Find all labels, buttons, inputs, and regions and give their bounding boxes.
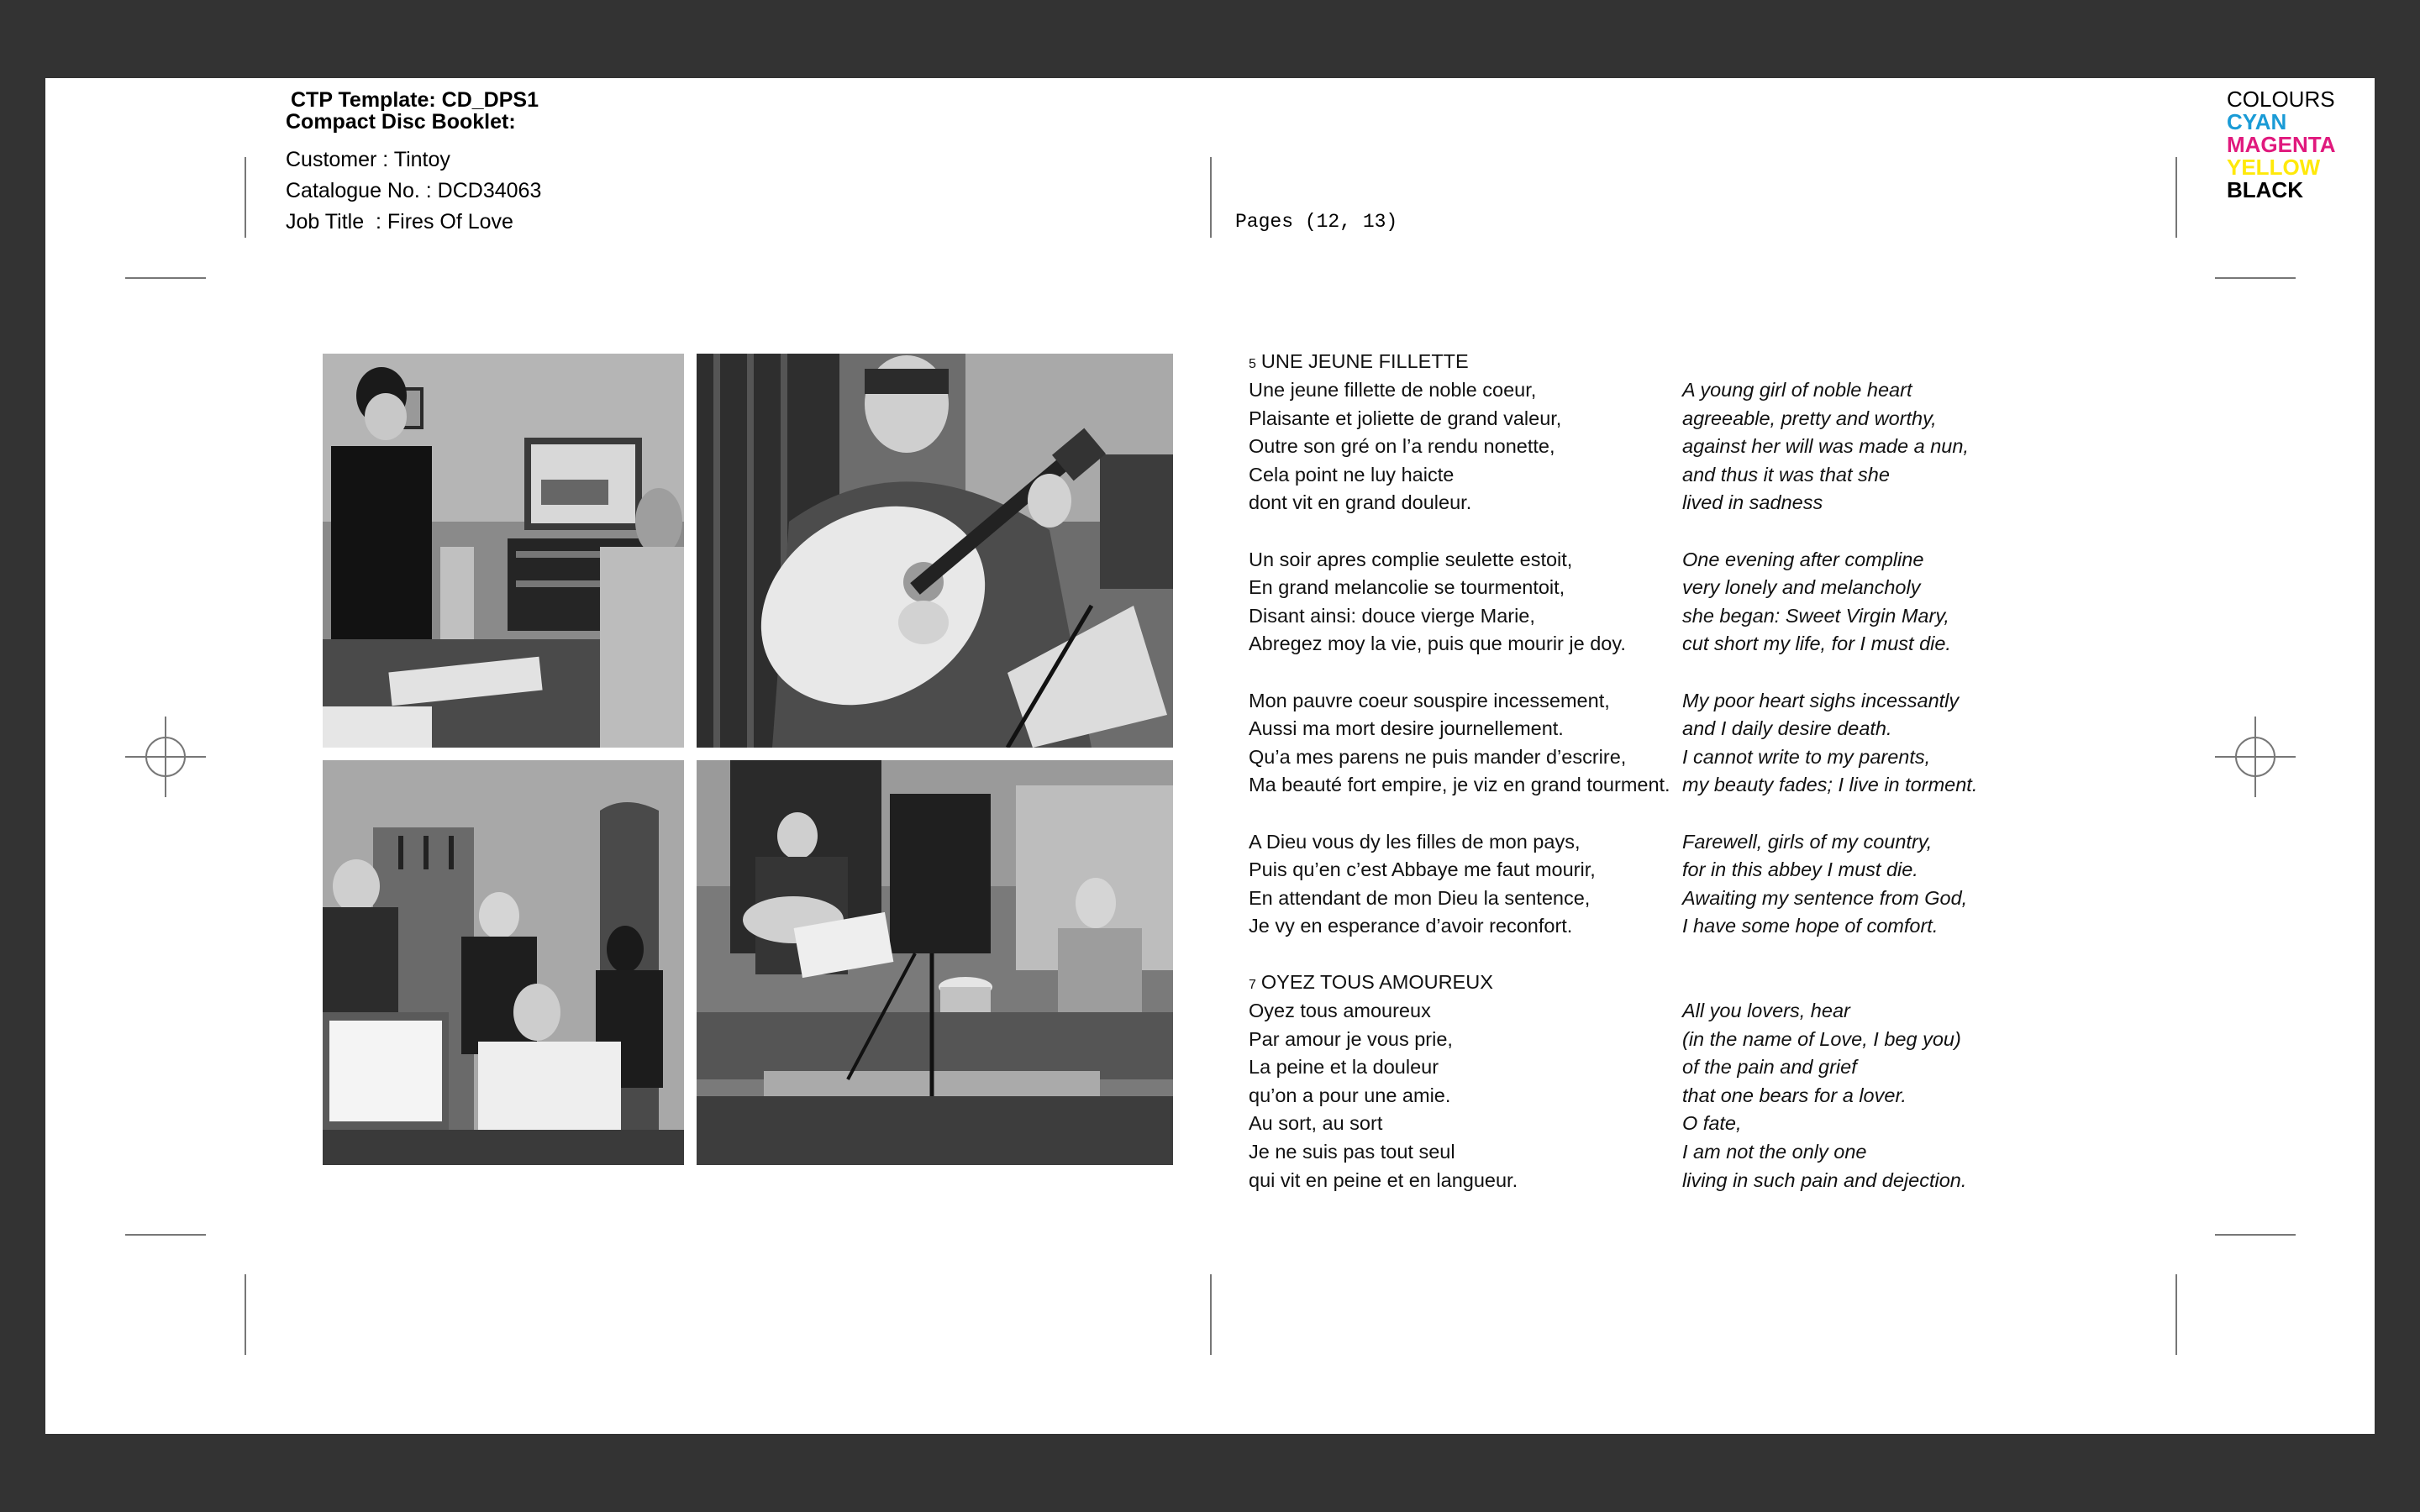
lyric-line: Plaisante et joliette de grand valeur,: [1249, 407, 1562, 429]
translation-line: I have some hope of comfort.: [1682, 915, 1939, 937]
translation-line: for in this abbey I must die.: [1682, 858, 1918, 881]
translation-line: living in such pain and dejection.: [1682, 1168, 1967, 1191]
translation-line: I am not the only one: [1682, 1140, 1867, 1163]
lyric-line: Ma beauté fort empire, je viz en grand tourment.: [1249, 774, 1670, 796]
template-title: CTP Template: CD_DPS1: [291, 88, 539, 112]
lyric-line: Mon pauvre coeur souspire incessement,: [1249, 689, 1610, 711]
trim-mark-right-lower: [2215, 1234, 2296, 1236]
trim-mark-top-right: [2175, 157, 2177, 238]
english-translation-song-5: [1682, 376, 1977, 941]
lyric-line: Par amour je vous prie,: [1249, 1027, 1453, 1050]
translation-line: she began: Sweet Virgin Mary,: [1682, 604, 1949, 627]
photo-ensemble-rehearsal: [697, 760, 1173, 1165]
colour-yellow: YELLOW: [2227, 155, 2321, 180]
lyric-line: Je ne suis pas tout seul: [1249, 1140, 1455, 1163]
fold-mark-top: [1210, 157, 1212, 238]
pages-label: Pages (12, 13): [1235, 211, 1398, 233]
customer-line: Customer : Tintoy: [286, 148, 450, 171]
translation-line: and thus it was that she: [1682, 463, 1890, 486]
song-title: OYEZ TOUS AMOUREUX: [1260, 971, 1493, 993]
french-lyrics-song-7: [1249, 997, 1518, 1194]
translation-line: I cannot write to my parents,: [1682, 745, 1931, 768]
translation-line: My poor heart sighs incessantly: [1682, 689, 1960, 711]
lyric-line: Abregez moy la vie, puis que mourir je doy.: [1249, 633, 1626, 655]
translation-line: One evening after compline: [1682, 548, 1924, 570]
lyric-line: Qu’a mes parens ne puis mander d’escrire,: [1249, 745, 1627, 768]
translation-line: (in the name of Love, I beg you): [1682, 1027, 1961, 1050]
trim-mark-bottom-right: [2175, 1274, 2177, 1355]
translation-line: Farewell, girls of my country,: [1682, 830, 1933, 853]
booklet-proof-sheet: [45, 78, 2375, 1434]
trim-mark-right-upper: [2215, 277, 2296, 279]
translation-line: A young girl of noble heart: [1682, 379, 1912, 401]
photo-lute-player: [697, 354, 1173, 748]
colours-heading: COLOURS: [2227, 87, 2335, 112]
lyric-line: Outre son gré on l’a rendu nonette,: [1249, 435, 1555, 458]
lyric-line: En attendant de mon Dieu la sentence,: [1249, 886, 1591, 909]
lyric-line: dont vit en grand douleur.: [1249, 491, 1472, 514]
translation-line: agreeable, pretty and worthy,: [1682, 407, 1937, 429]
lyric-line: Puis qu’en c’est Abbaye me faut mourir,: [1249, 858, 1596, 881]
translation-line: very lonely and melancholy: [1682, 576, 1921, 599]
track-number: 5: [1249, 357, 1256, 371]
trim-mark-left-lower: [125, 1234, 206, 1236]
job-title-line: Job Title : Fires Of Love: [286, 210, 513, 234]
translation-line: that one bears for a lover.: [1682, 1084, 1907, 1106]
lyric-line: Une jeune fillette de noble coeur,: [1249, 379, 1537, 401]
lyric-line: qu’on a pour une amie.: [1249, 1084, 1451, 1106]
translation-line: cut short my life, for I must die.: [1682, 633, 1951, 655]
french-lyrics-song-5: [1249, 376, 1670, 941]
lyric-line: qui vit en peine et en langueur.: [1249, 1168, 1518, 1191]
lyric-line: Cela point ne luy haicte: [1249, 463, 1455, 486]
registration-mark-right: [2215, 717, 2296, 797]
lyric-line: En grand melancolie se tourmentoit,: [1249, 576, 1565, 599]
song-heading: [1249, 969, 1493, 1000]
trim-mark-top-left: [245, 157, 246, 238]
lyric-line: La peine et la douleur: [1249, 1056, 1439, 1079]
translation-line: and I daily desire death.: [1682, 717, 1892, 740]
photo-recording-engineers: [323, 354, 684, 748]
song-title: UNE JEUNE FILLETTE: [1260, 350, 1469, 372]
colours-legend: [2227, 88, 2336, 202]
lyric-line: Un soir apres complie seulette estoit,: [1249, 548, 1573, 570]
translation-line: against her will was made a nun,: [1682, 435, 1969, 458]
booklet-label: Compact Disc Booklet:: [286, 110, 516, 134]
colour-cyan: CYAN: [2227, 109, 2287, 134]
catalogue-line: Catalogue No. : DCD34063: [286, 179, 542, 202]
photo-control-room: [323, 760, 684, 1165]
lyric-line: Disant ainsi: douce vierge Marie,: [1249, 604, 1535, 627]
translation-line: Awaiting my sentence from God,: [1682, 886, 1968, 909]
fold-mark-bottom: [1210, 1274, 1212, 1355]
lyric-line: Aussi ma mort desire journellement.: [1249, 717, 1564, 740]
trim-mark-left-upper: [125, 277, 206, 279]
colour-magenta: MAGENTA: [2227, 132, 2336, 157]
translation-line: my beauty fades; I live in torment.: [1682, 774, 1978, 796]
english-translation-song-7: [1682, 997, 1966, 1194]
song-heading: [1249, 348, 1469, 379]
lyric-line: Je vy en esperance d’avoir reconfort.: [1249, 915, 1573, 937]
registration-mark-left: [125, 717, 206, 797]
lyric-line: Oyez tous amoureux: [1249, 1000, 1431, 1021]
translation-line: O fate,: [1682, 1112, 1742, 1135]
colour-black: BLACK: [2227, 177, 2303, 202]
lyric-line: A Dieu vous dy les filles de mon pays,: [1249, 830, 1581, 853]
translation-line: of the pain and grief: [1682, 1056, 1857, 1079]
lyric-line: Au sort, au sort: [1249, 1112, 1383, 1135]
trim-mark-bottom-left: [245, 1274, 246, 1355]
translation-line: All you lovers, hear: [1682, 1000, 1850, 1021]
translation-line: lived in sadness: [1682, 491, 1823, 514]
track-number: 7: [1249, 978, 1256, 992]
